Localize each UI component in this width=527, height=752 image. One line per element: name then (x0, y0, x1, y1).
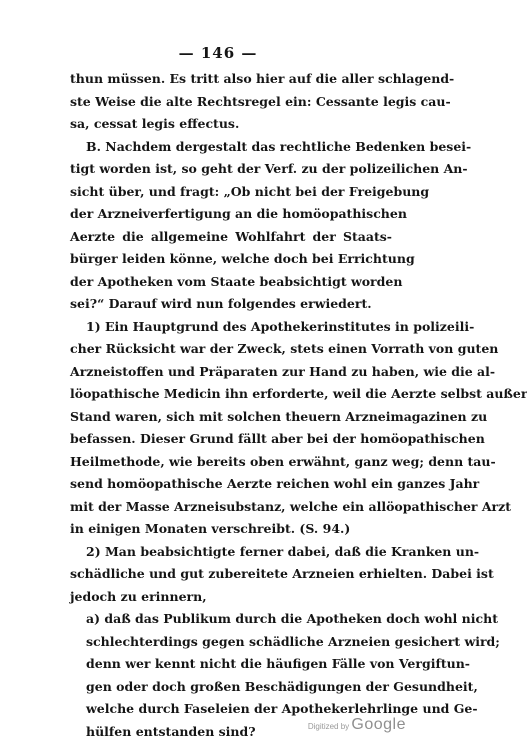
text-line: schlechterdings gegen schädliche Arzneien gesichert wird; (86, 633, 500, 649)
text-line: welche durch Faseleien der Apothekerlehrlinge und Ge- (86, 701, 478, 716)
text-line: jedoch zu erinnern, (70, 588, 207, 604)
text-line: denn wer kennt nicht die häufigen Fälle von Vergiftun- (86, 656, 470, 671)
text-line: sei?“ Darauf wird nun folgendes erwiedert. (70, 296, 372, 311)
text-line: befassen. Dieser Grund fällt aber bei der homöopathischen (70, 431, 485, 446)
text-line: löopathische Medicin ihn erforderte, weil die Aerzte selbst außer (70, 386, 527, 401)
text-line: 2) Man beabsichtigte ferner dabei, daß die Kranken un- (86, 543, 480, 559)
text-line: gen oder doch großen Beschädigungen der Gesundheit, (86, 678, 478, 694)
text-line: Aerzte die allgemeine Wohlfahrt der Staats- (70, 228, 392, 244)
text-line: der Apotheken vom Staate beabsichtigt worden (70, 273, 403, 289)
page-number: — 146 — (178, 44, 258, 62)
text-line: Heilmethode, wie bereits oben erwähnt, ganz weg; denn tau- (70, 453, 496, 469)
text-line: B. Nachdem dergestalt das rechtliche Bedenken besei- (86, 138, 472, 154)
text-line: a) daß das Publikum durch die Apotheken doch wohl nicht (86, 611, 498, 626)
digitized-watermark (308, 716, 406, 734)
text-line: sa, cessat legis effectus. (70, 116, 240, 131)
text-line: schädliche und gut zubereitete Arzneien erhielten. Dabei ist (70, 566, 494, 581)
text-line: der Arzneiverfertigung an die homöopathischen (70, 206, 407, 221)
body-text (70, 68, 527, 743)
watermark-prefix: Digitized by (307, 722, 350, 731)
text-line: Arzneistoffen und Präparaten zur Hand zu haben, wie die al- (70, 363, 496, 379)
text-line: sicht über, und fragt: „Ob nicht bei der Freigebung (70, 183, 430, 199)
google-logo: Google (351, 716, 406, 733)
text-line: tigt worden ist, so geht der Verf. zu der polizeilichen An- (70, 161, 468, 176)
text-line: send homöopathische Aerzte reichen wohl ein ganzes Jahr (70, 476, 480, 491)
text-line: 1) Ein Hauptgrund des Apothekerinstitutes in polizeili- (86, 318, 475, 334)
text-line: mit der Masse Arzneisubstanz, welche ein allöopathischer Arzt (70, 498, 511, 514)
text-line: hülfen entstanden sind? (86, 723, 256, 739)
text-line: Stand waren, sich mit solchen theuern Arzneimagazinen zu (70, 408, 488, 424)
text-line: bürger leiden könne, welche doch bei Errichtung (70, 251, 415, 266)
text-line: cher Rücksicht war der Zweck, stets einen Vorrath von guten (70, 341, 499, 356)
text-line: in einigen Monaten verschreibt. (S. 94.) (70, 521, 351, 536)
text-line: thun müssen. Es tritt also hier auf die aller schlagend- (70, 71, 455, 86)
text-line: ste Weise die alte Rechtsregel ein: Cessante legis cau- (70, 93, 451, 109)
